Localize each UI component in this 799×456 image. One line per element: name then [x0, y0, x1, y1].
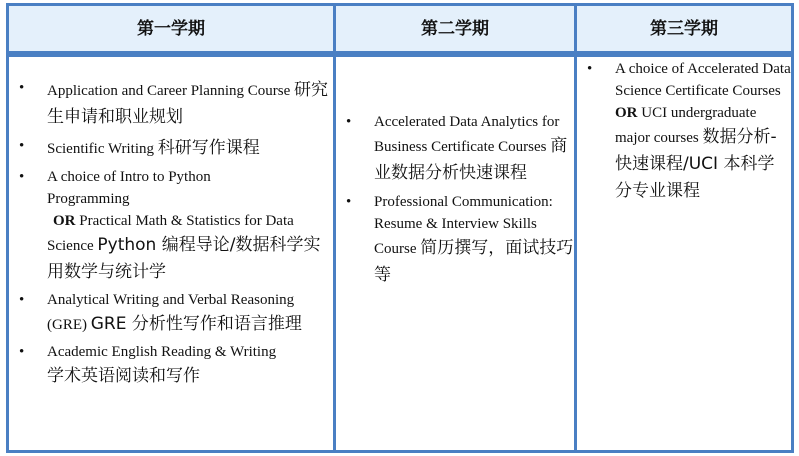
- course-name-cn: 学术英语阅读和写作: [47, 366, 200, 386]
- course-name-en: UCI undergraduate major courses: [615, 105, 757, 146]
- course-item: [9, 166, 333, 286]
- or-connector: OR: [53, 213, 76, 229]
- course-item: [577, 58, 791, 205]
- course-name-cn: 简历撰写，面试技巧等: [374, 238, 574, 285]
- course-name-en: Application and Career Planning Course: [47, 83, 291, 99]
- course-name-en: A choice of Accelerated Data Science Certificate Courses: [615, 61, 791, 99]
- header-semester-1: 第一学期: [137, 18, 205, 39]
- course-name-cn: 数据分析-快速课程/UCI 本科学分专业课程: [615, 127, 777, 201]
- course-name-en: Scientific Writing: [47, 141, 155, 157]
- header-semester-3: 第三学期: [650, 18, 718, 39]
- header-divider: [6, 51, 794, 57]
- course-name-cn: 科研写作课程: [157, 138, 260, 158]
- course-name-cn: Python 编程导论/数据科学实用数学与统计学: [47, 235, 321, 282]
- or-connector: OR: [615, 105, 638, 121]
- course-item: [9, 289, 333, 338]
- course-name-cn: 商业数据分析快速课程: [374, 136, 568, 183]
- course-item: [9, 77, 333, 131]
- curriculum-table: [6, 3, 794, 453]
- course-item: [9, 341, 333, 390]
- course-name-cn: GRE 分析性写作和语言推理: [90, 314, 302, 334]
- course-name-en: Accelerated Data Analytics for Business Certificate Courses: [374, 114, 560, 155]
- course-name-en: Analytical Writing and Verbal Reasoning (GRE): [47, 292, 295, 333]
- course-item: [336, 191, 574, 289]
- course-name-en: Academic English Reading & Writing: [47, 344, 277, 360]
- course-item: [9, 135, 333, 162]
- course-item: [336, 111, 574, 187]
- header-semester-2: 第二学期: [421, 18, 489, 39]
- course-name-en: Practical Math & Statistics for Data Science: [47, 213, 294, 254]
- semester-3-courses: [577, 58, 791, 205]
- course-name-en: Professional Communication: Resume & Interview Skills Course: [374, 194, 553, 257]
- course-name-cn: 研究生申请和职业规划: [47, 80, 329, 127]
- semester-2-courses: [336, 111, 574, 289]
- course-name-en: • A choice of Intro to Python Programming: [47, 169, 211, 207]
- semester-1-courses: [9, 77, 333, 390]
